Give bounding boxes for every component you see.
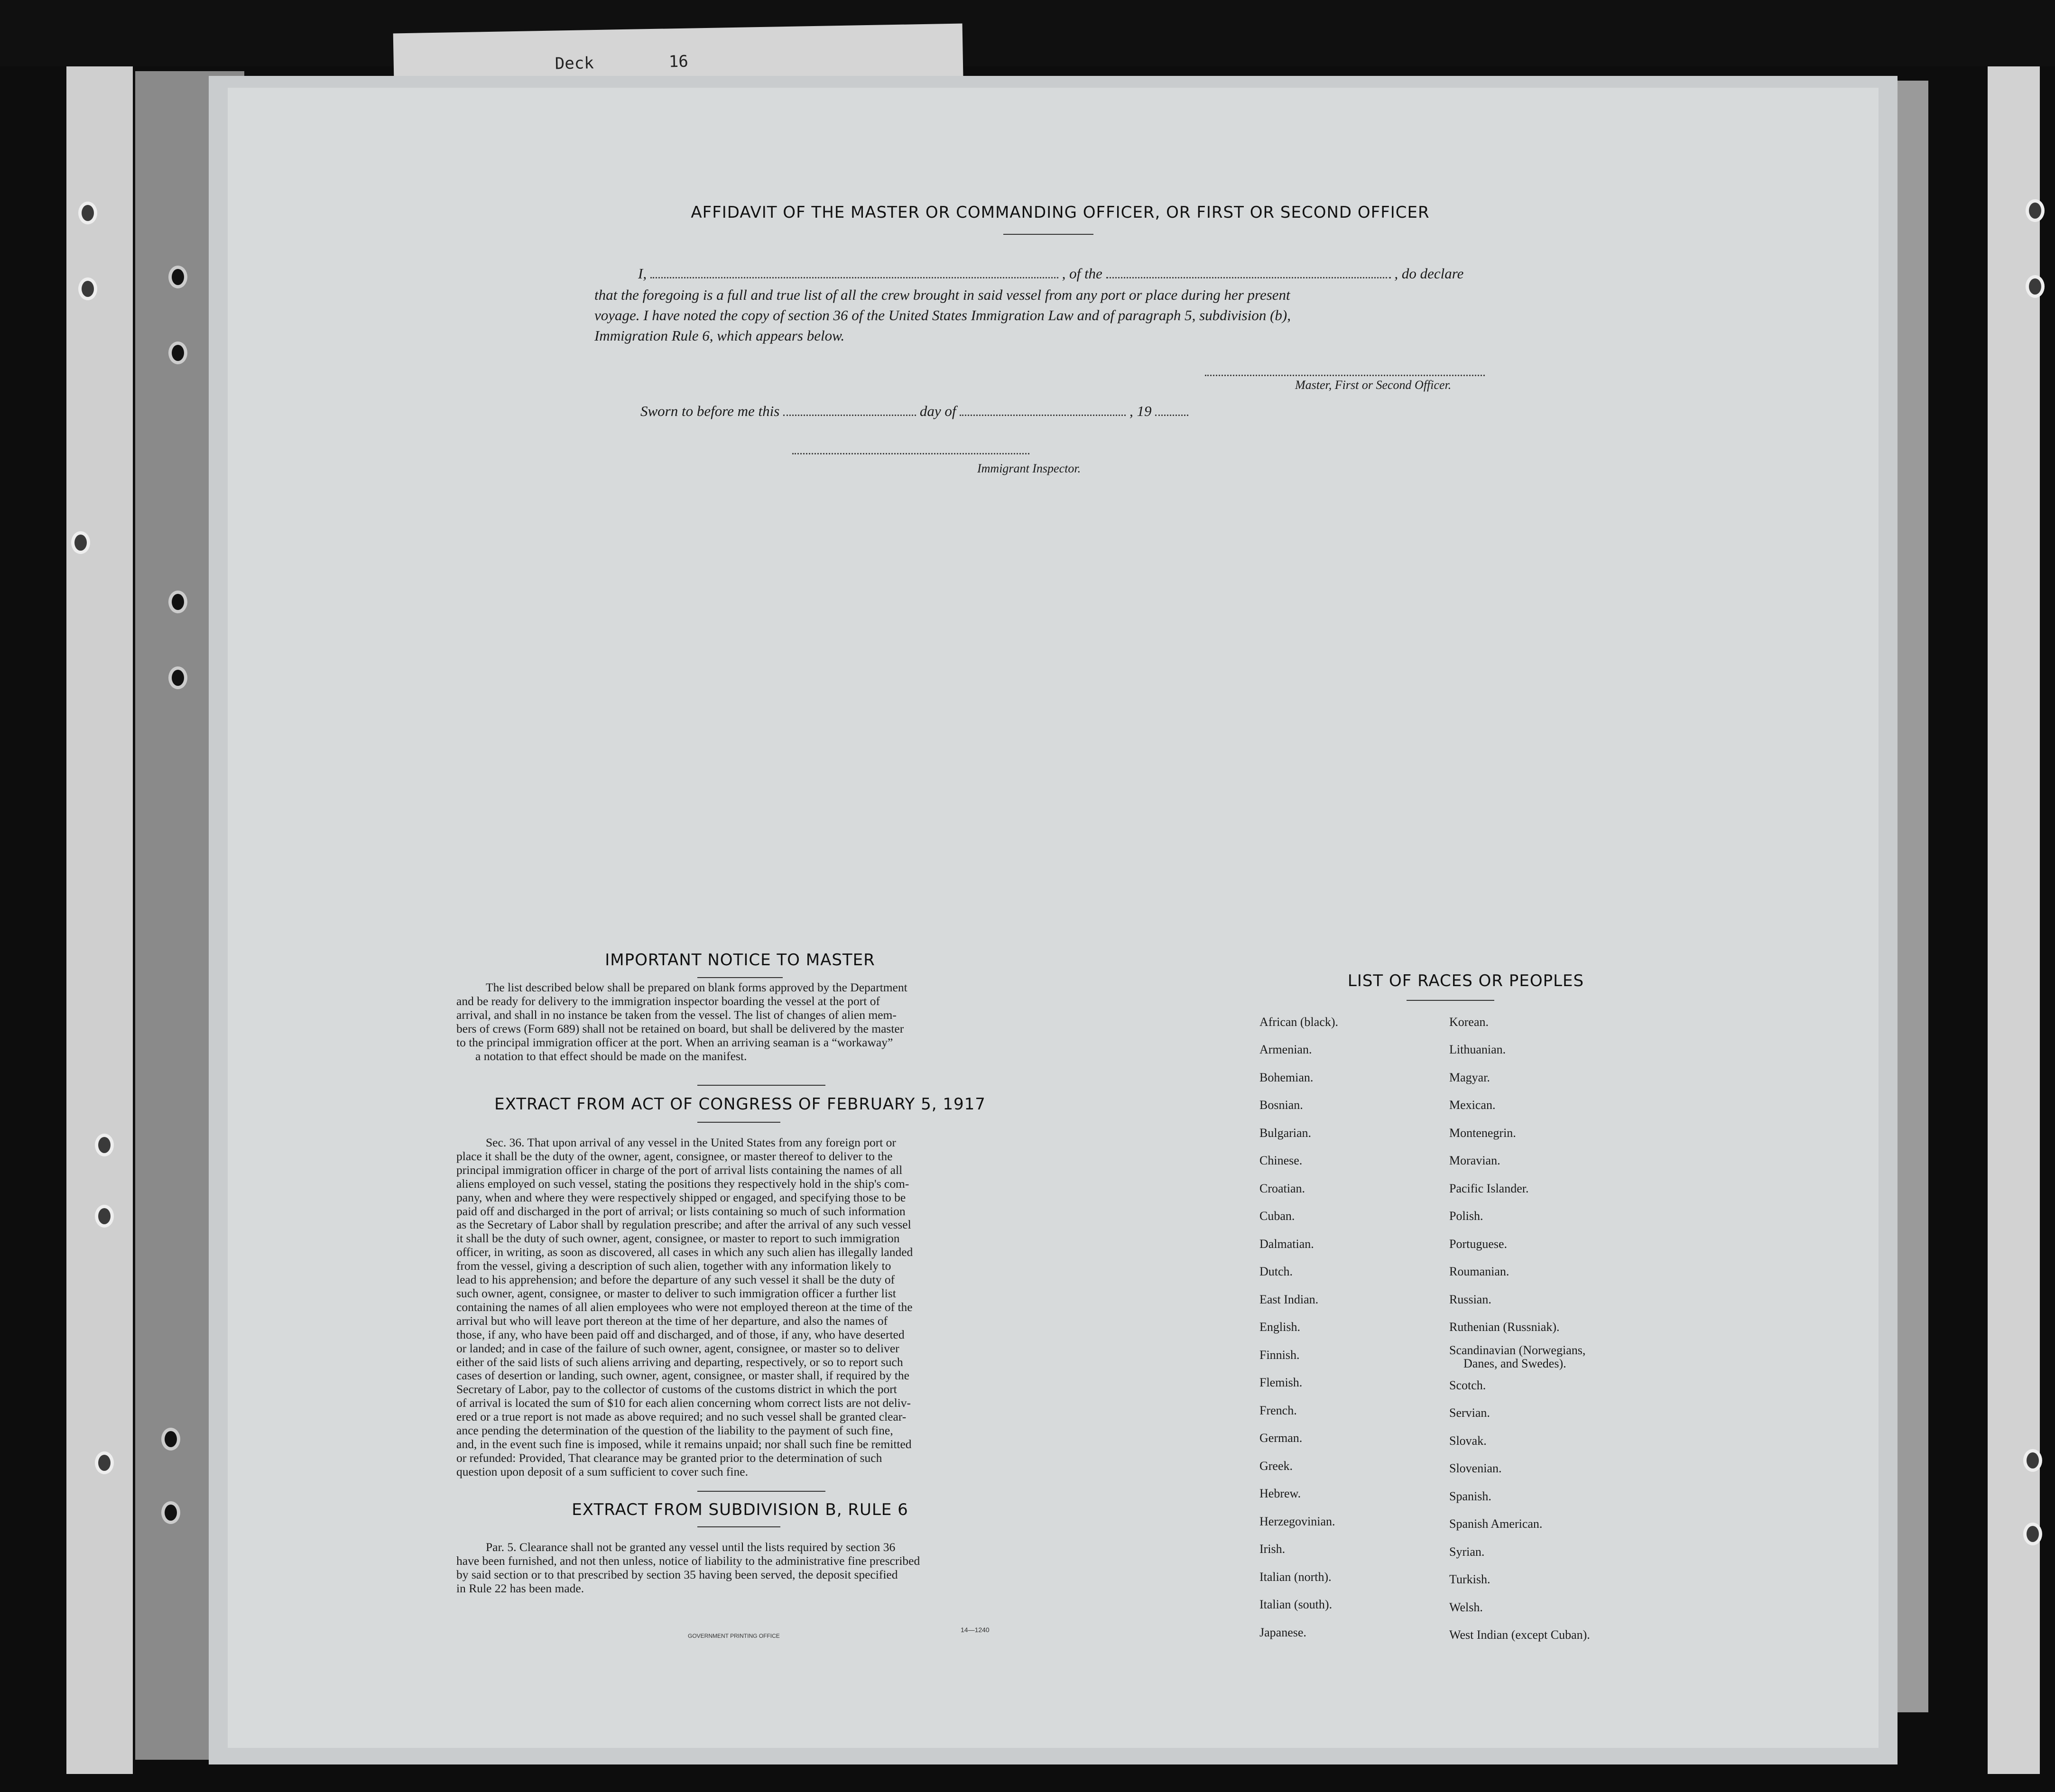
deck-number: 16 [668,52,689,72]
act-line: Sec. 36. That upon arrival of any vessel in the United States from any foreign port or [486,1136,896,1149]
act-line: lead to his apprehension; and before the departure of any such vessel it shall be the duty of [456,1273,895,1287]
race-item: Korean. [1449,1015,1489,1029]
inspector-signature-line [792,453,1029,454]
rule-line: in Rule 22 has been made. [456,1581,584,1595]
notice-text [456,981,1007,1063]
affidavit-i-label: I, [638,265,647,282]
race-item: East Indian. [1259,1293,1319,1306]
act-line: place it shall be the duty of the owner, agent, consignee, or master thereof to deliver to the [456,1149,893,1163]
rule-line: have been furnished, and not then unless, notice of liability to the administrative fine prescribed [456,1553,920,1568]
affidavit-title: AFFIDAVIT OF THE MASTER OR COMMANDING OFFICER, OR FIRST OR SECOND OFFICER [691,203,1430,222]
affidavit-line-1 [638,263,1516,284]
hole-icon [168,266,187,288]
race-item: Welsh. [1449,1600,1483,1614]
race-item: Syrian. [1449,1545,1485,1559]
top-dark-strip [0,0,2055,66]
race-item: Greek. [1259,1459,1293,1473]
hole-icon [2026,199,2045,222]
rule-line: by said section or to that prescribed by section 35 having been served, the deposit specified [456,1567,898,1581]
hole-icon [2023,1449,2042,1472]
race-item: Chinese. [1259,1154,1303,1167]
act-title: EXTRACT FROM ACT OF CONGRESS OF FEBRUARY 5, 1917 [494,1095,986,1114]
notice-line: bers of crews (Form 689) shall not be retained on board, but shall be delivered by the master [456,1021,904,1035]
notice-line: a notation to that effect should be made on the manifest. [475,1049,747,1063]
race-item: Italian (south). [1259,1598,1333,1611]
race-item: Dalmatian. [1259,1237,1314,1251]
hole-icon [168,342,187,364]
sworn-label: Sworn to before me this [640,403,780,419]
race-item: Armenian. [1259,1043,1312,1056]
form-number: 14—1240 [961,1626,990,1634]
hole-icon [161,1501,180,1524]
race-item: Herzegovinian. [1259,1515,1335,1528]
notice-line: arrival, and shall in no instance be taken from the vessel. The list of changes of alien mem- [456,1007,897,1022]
race-item: Roumanian. [1449,1265,1509,1278]
act-line: as the Secretary of Labor shall by regulation prescribe; and after the arrival of any such vessel [456,1218,911,1232]
act-text [456,1136,1007,1479]
race-item: Magyar. [1449,1071,1490,1084]
master-signature-line [1205,375,1485,376]
divider [697,1526,780,1527]
act-line: ered or a true report is not made as above required; and no such vessel shall be granted clear- [456,1410,907,1424]
race-item: Danes, and Swedes). [1463,1357,1566,1370]
hole-icon [78,277,97,300]
act-line: cases of desertion or landing, such owner, agent, consignee, or master shall, if required by the [456,1368,909,1383]
vessel-blank [1106,272,1391,278]
inspector-label: Immigrant Inspector. [977,462,1081,475]
act-line: and, in the event such fine is imposed, while it remains unpaid; nor shall such fine be remitted [456,1437,912,1451]
act-line: it shall be the duty of such owner, agent, consignee, or master to report to such immigration [456,1231,900,1246]
race-item: Russian. [1449,1293,1491,1306]
divider [1407,1000,1494,1001]
race-item: African (black). [1259,1015,1339,1029]
race-item: Moravian. [1449,1154,1500,1167]
hole-icon [168,666,187,689]
notice-line: to the principal immigration officer at the port. When an arriving seaman is a “workaway” [456,1035,893,1049]
races-right-column [1449,1015,1686,1651]
race-item: Irish. [1259,1542,1286,1556]
race-item: Montenegrin. [1449,1126,1516,1140]
rule-title: EXTRACT FROM SUBDIVISION B, RULE 6 [572,1500,908,1519]
divider [697,1122,780,1123]
hole-icon [161,1428,180,1450]
rule-text [456,1541,1007,1596]
act-line: such owner, agent, consignee, or master to deliver to such immigration officer a further list [456,1286,896,1300]
act-line: of arrival is located the sum of $10 for each alien concerning whom correct lists are not deliv- [456,1396,911,1410]
race-item: English. [1259,1320,1300,1334]
affidavit-line-2: that the foregoing is a full and true list of all the crew brought in said vessel from any port or place during her present [594,286,1290,303]
race-item: Polish. [1449,1209,1483,1223]
race-item: Scotch. [1449,1378,1486,1392]
race-item: Japanese. [1259,1626,1306,1639]
act-line: paid off and discharged in the port of arrival; or lists containing so much of such information [456,1204,906,1218]
hole-icon [95,1205,114,1228]
race-item: Cuban. [1259,1209,1295,1223]
act-line: pany, when and where they were respectively shipped or engaged, and specifying those to be [456,1190,906,1204]
act-line: those, if any, who have been paid off and discharged, and of those, if any, who have deserted [456,1327,905,1341]
race-item: German. [1259,1431,1303,1445]
act-line: containing the names of all alien employees who were not employed thereon at the time of the [456,1300,913,1314]
race-item: Spanish American. [1449,1517,1543,1531]
left-edge-strip [66,19,133,1774]
race-item: Finnish. [1259,1348,1300,1362]
hole-icon [168,591,187,613]
race-item: Hebrew. [1259,1487,1301,1500]
race-item: Ruthenian (Russniak). [1449,1320,1560,1334]
hole-icon [95,1451,114,1474]
act-line: principal immigration officer in charge of the port of arrival lists containing the names of all [456,1163,903,1177]
act-line: or landed; and in case of the failure of such owner, agent, consignee, or master so to deliver [456,1341,899,1355]
divider [1003,234,1093,235]
day-of-label: day of [919,403,956,419]
name-blank [650,272,1058,278]
race-item: French. [1259,1404,1297,1417]
race-item: Slovak. [1449,1434,1487,1448]
act-line: aliens employed on such vessel, stating the positions they respectively hold in the ship's com- [456,1176,909,1191]
hole-icon [71,531,90,554]
notice-line: and be ready for delivery to the immigration inspector boarding the vessel at the port of [456,994,880,1008]
race-item: Lithuanian. [1449,1043,1506,1056]
race-item: Bohemian. [1259,1071,1314,1084]
act-line: either of the said lists of such aliens arriving and departing, respectively, or so to report such [456,1355,903,1369]
master-signature-label: Master, First or Second Officer. [1295,378,1452,392]
year-prefix: , 19 [1129,403,1152,419]
race-item: Portuguese. [1449,1237,1508,1251]
race-item: Spanish. [1449,1489,1491,1503]
race-item: Bosnian. [1259,1098,1303,1112]
divider [697,977,783,978]
race-item: Italian (north). [1259,1570,1332,1584]
rule-line: Par. 5. Clearance shall not be granted any vessel until the lists required by section 36 [486,1540,896,1554]
sworn-month-blank [960,410,1126,416]
affidavit-do-declare: , do declare [1394,265,1464,282]
deck-label: Deck [555,54,594,74]
race-item: Servian. [1449,1406,1490,1420]
race-item: Bulgarian. [1259,1126,1312,1140]
race-item: Turkish. [1449,1572,1490,1586]
notice-title: IMPORTANT NOTICE TO MASTER [605,951,875,970]
race-item: Flemish. [1259,1376,1303,1389]
race-item: Pacific Islander. [1449,1182,1529,1195]
race-item: Slovenian. [1449,1461,1502,1475]
race-item: West Indian (except Cuban). [1449,1628,1590,1642]
year-blank [1155,410,1188,416]
races-title: LIST OF RACES OR PEOPLES [1347,971,1584,990]
race-item: Scandinavian (Norwegians, [1449,1343,1586,1357]
divider [697,1085,825,1086]
races-left-column [1259,1015,1449,1651]
race-item: Dutch. [1259,1265,1293,1278]
printing-imprint: GOVERNMENT PRINTING OFFICE [688,1633,780,1639]
act-line: question upon deposit of a sum sufficient to cover such fine. [456,1464,748,1478]
notice-line: The list described below shall be prepared on blank forms approved by the Department [486,980,907,994]
race-item: Croatian. [1259,1182,1305,1195]
act-line: ance pending the determination of the question of the liability to the payment of such fine, [456,1423,893,1438]
hole-icon [2023,1523,2042,1545]
act-line: Secretary of Labor, pay to the collector of customs of the customs district in which the port [456,1382,897,1396]
act-line: or refunded: Provided, That clearance may be granted prior to the determination of such [456,1450,882,1465]
act-line: officer, in writing, as soon as discovered, all cases in which any such alien has illegally landed [456,1245,913,1259]
affidavit-line-4: Immigration Rule 6, which appears below. [594,327,845,344]
race-item: Mexican. [1449,1098,1496,1112]
act-line: arrival but who will leave port thereon at the time of her departure, and also the names of [456,1313,888,1328]
hole-icon [78,202,97,224]
affidavit-line-3: voyage. I have noted the copy of section 36 of the United States Immigration Law and of paragraph 5, subdivision (b), [594,307,1291,323]
act-line: from the vessel, giving a description of such alien, together with any information likely to [456,1259,891,1273]
affidavit-of-the: , of the [1062,265,1102,282]
hole-icon [95,1134,114,1156]
divider [697,1491,825,1492]
sworn-line [640,401,1188,422]
sworn-day-blank [783,410,916,416]
hole-icon [2026,275,2045,298]
